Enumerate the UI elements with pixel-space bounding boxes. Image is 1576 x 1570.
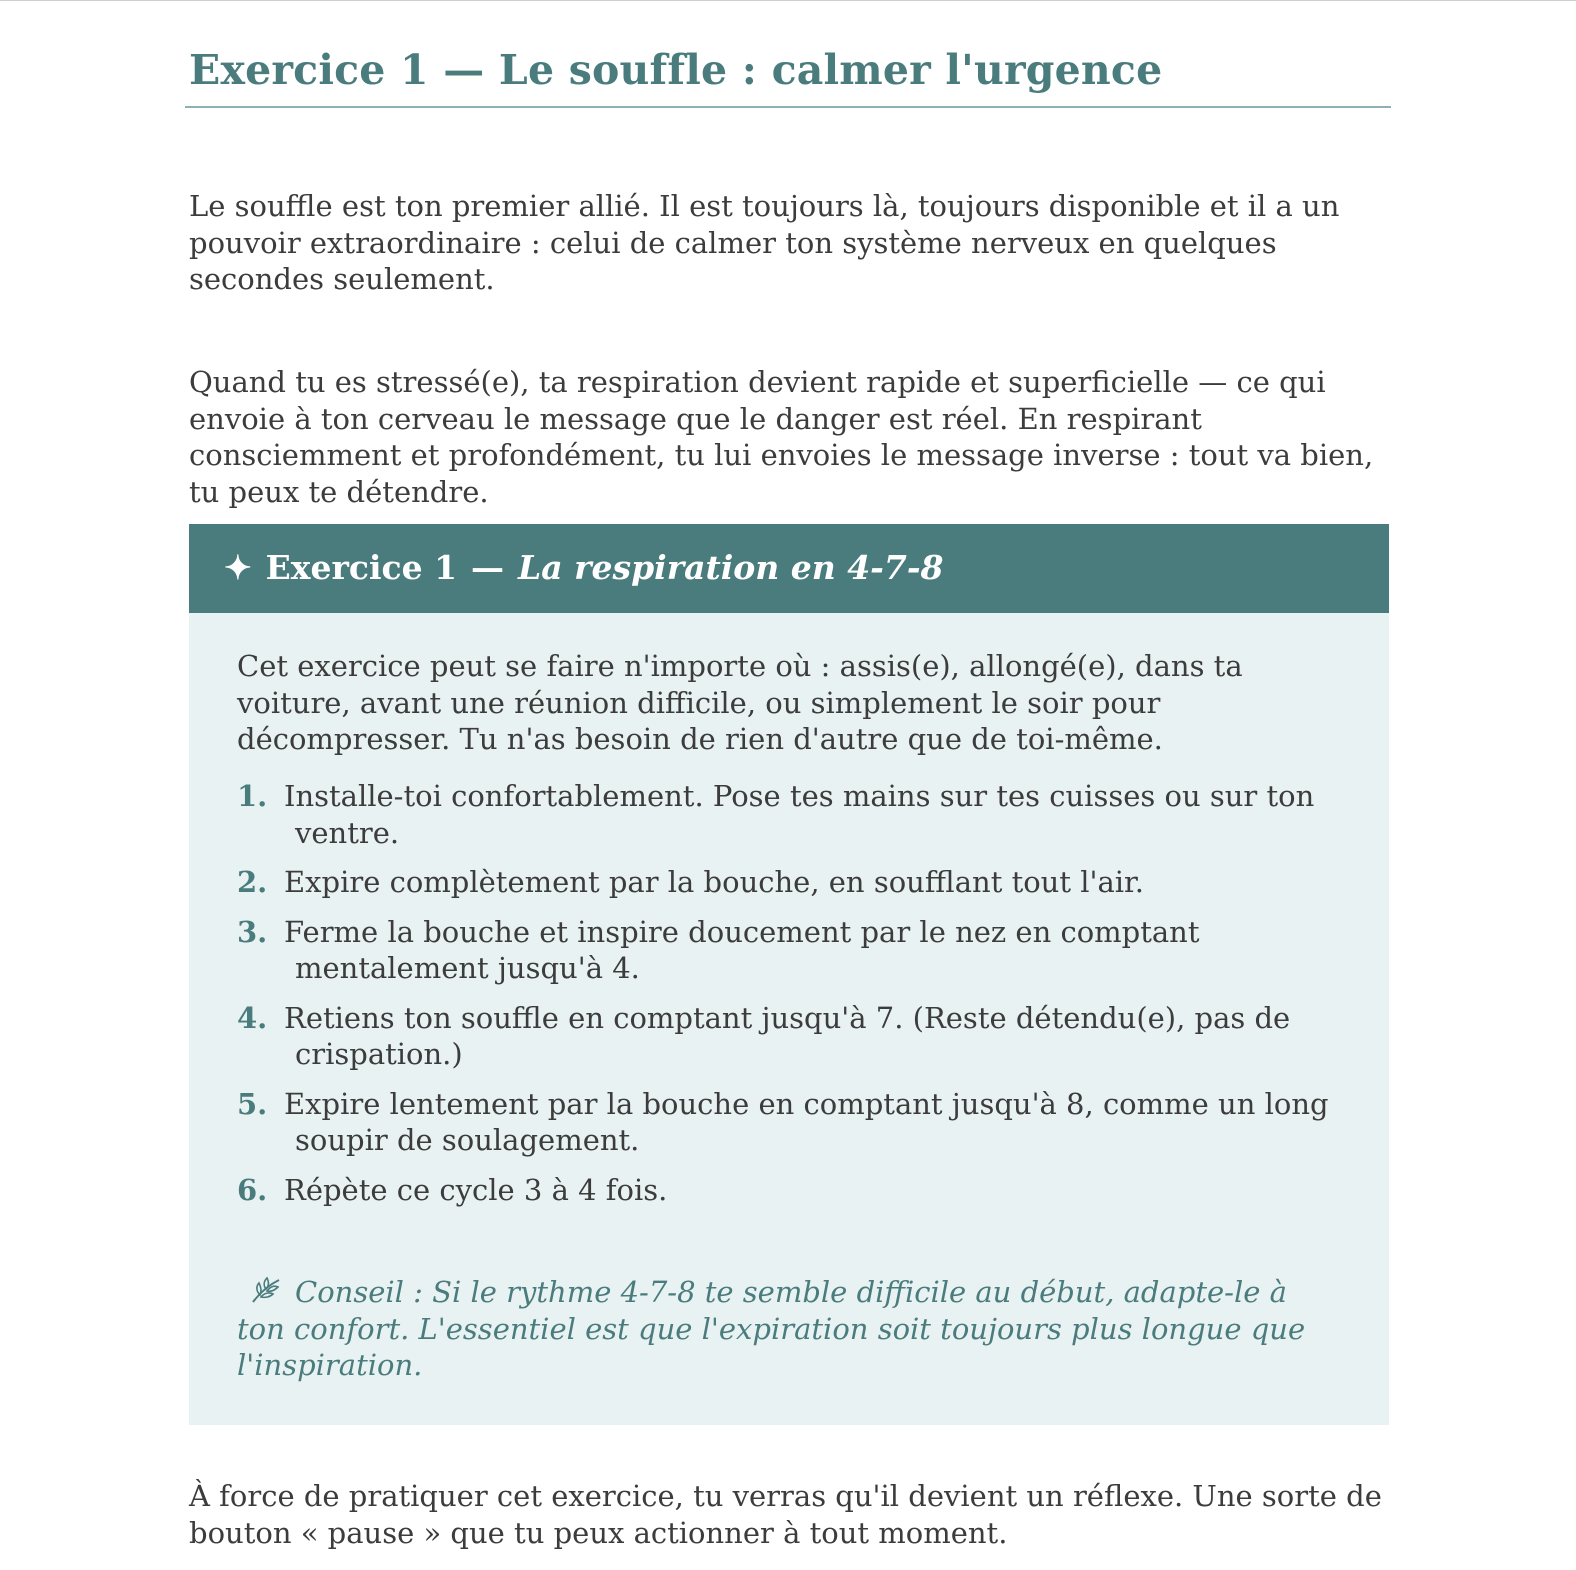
step-number: 1.: [237, 779, 268, 813]
list-item: [237, 1172, 1347, 1209]
step-number: 6.: [237, 1172, 268, 1207]
step-number: 4.: [237, 1000, 268, 1035]
steps-list: [237, 778, 1347, 1221]
closing-paragraph: À force de pratiquer cet exercice, tu verras qu'il devient un réflexe. Une sorte de bouton « pause » que tu peux actionner à tout moment.: [189, 1479, 1382, 1550]
step-text: Répète ce cycle 3 à 4 fois.: [284, 1172, 668, 1207]
stress-paragraph: Quand tu es stressé(e), ta respiration devient rapide et superficielle — ce qui envoie à ton cerveau le message que le danger est réel. En respirant consciemment et profondément, tu lui envoies le message inverse : tout va bien, tu peux te détendre.: [189, 365, 1374, 509]
step-text: Retiens ton souffle en comptant jusqu'à 7. (Reste détendu(e), pas de crispation.): [284, 1000, 1291, 1071]
exercise-dash: —: [471, 548, 505, 587]
list-item: [237, 864, 1347, 901]
list-item: [237, 1086, 1347, 1159]
exercise-header: [189, 524, 1389, 613]
exercise-subtitle: La respiration en 4-7-8: [518, 548, 944, 587]
step-text: Ferme la bouche et inspire doucement par le nez en comptant mentalement jusqu'à 4.: [284, 914, 1200, 985]
step-text: Expire complètement par la bouche, en soufflant tout l'air.: [284, 865, 1144, 899]
step-number: 3.: [237, 914, 268, 949]
exercise-intro: Cet exercice peut se faire n'importe où : assis(e), allongé(e), dans ta voiture, avant une réunion difficile, ou simplement le soir pour décompresser. Tu n'as besoin de rien d'autre que de toi-même.: [237, 649, 1243, 756]
intro-paragraph: Le souffle est ton premier allié. Il est toujours là, toujours disponible et il a un pouvoir extraordinaire : celui de calmer ton système nerveux en quelques secondes seulement.: [189, 189, 1340, 296]
exercise-heading: [224, 548, 944, 588]
leaf-icon: [247, 1276, 285, 1306]
title-divider: [185, 106, 1391, 108]
step-text: Expire lentement par la bouche en comptant jusqu'à 8, comme un long soupir de soulagement.: [284, 1086, 1329, 1157]
list-item: [237, 778, 1347, 851]
sparkle-icon: ✦: [224, 548, 252, 587]
exercise-box: [189, 524, 1389, 1425]
exercise-label: Exercice 1: [265, 548, 458, 587]
page-title: Exercice 1 — Le souffle : calmer l'urgence: [189, 46, 1163, 94]
tip-note: [237, 1274, 1337, 1384]
step-number: 2.: [237, 865, 268, 899]
list-item: [237, 914, 1347, 987]
step-text: Installe-toi confortablement. Pose tes mains sur tes cuisses ou sur ton ventre.: [284, 779, 1315, 850]
tip-text: Conseil : Si le rythme 4-7-8 te semble difficile au début, adapte-le à ton confort. L'essentiel est que l'expiration soit toujours plus longue que l'inspiration.: [237, 1275, 1306, 1382]
step-number: 5.: [237, 1086, 268, 1121]
top-border: [0, 0, 1576, 1]
list-item: [237, 1000, 1347, 1073]
